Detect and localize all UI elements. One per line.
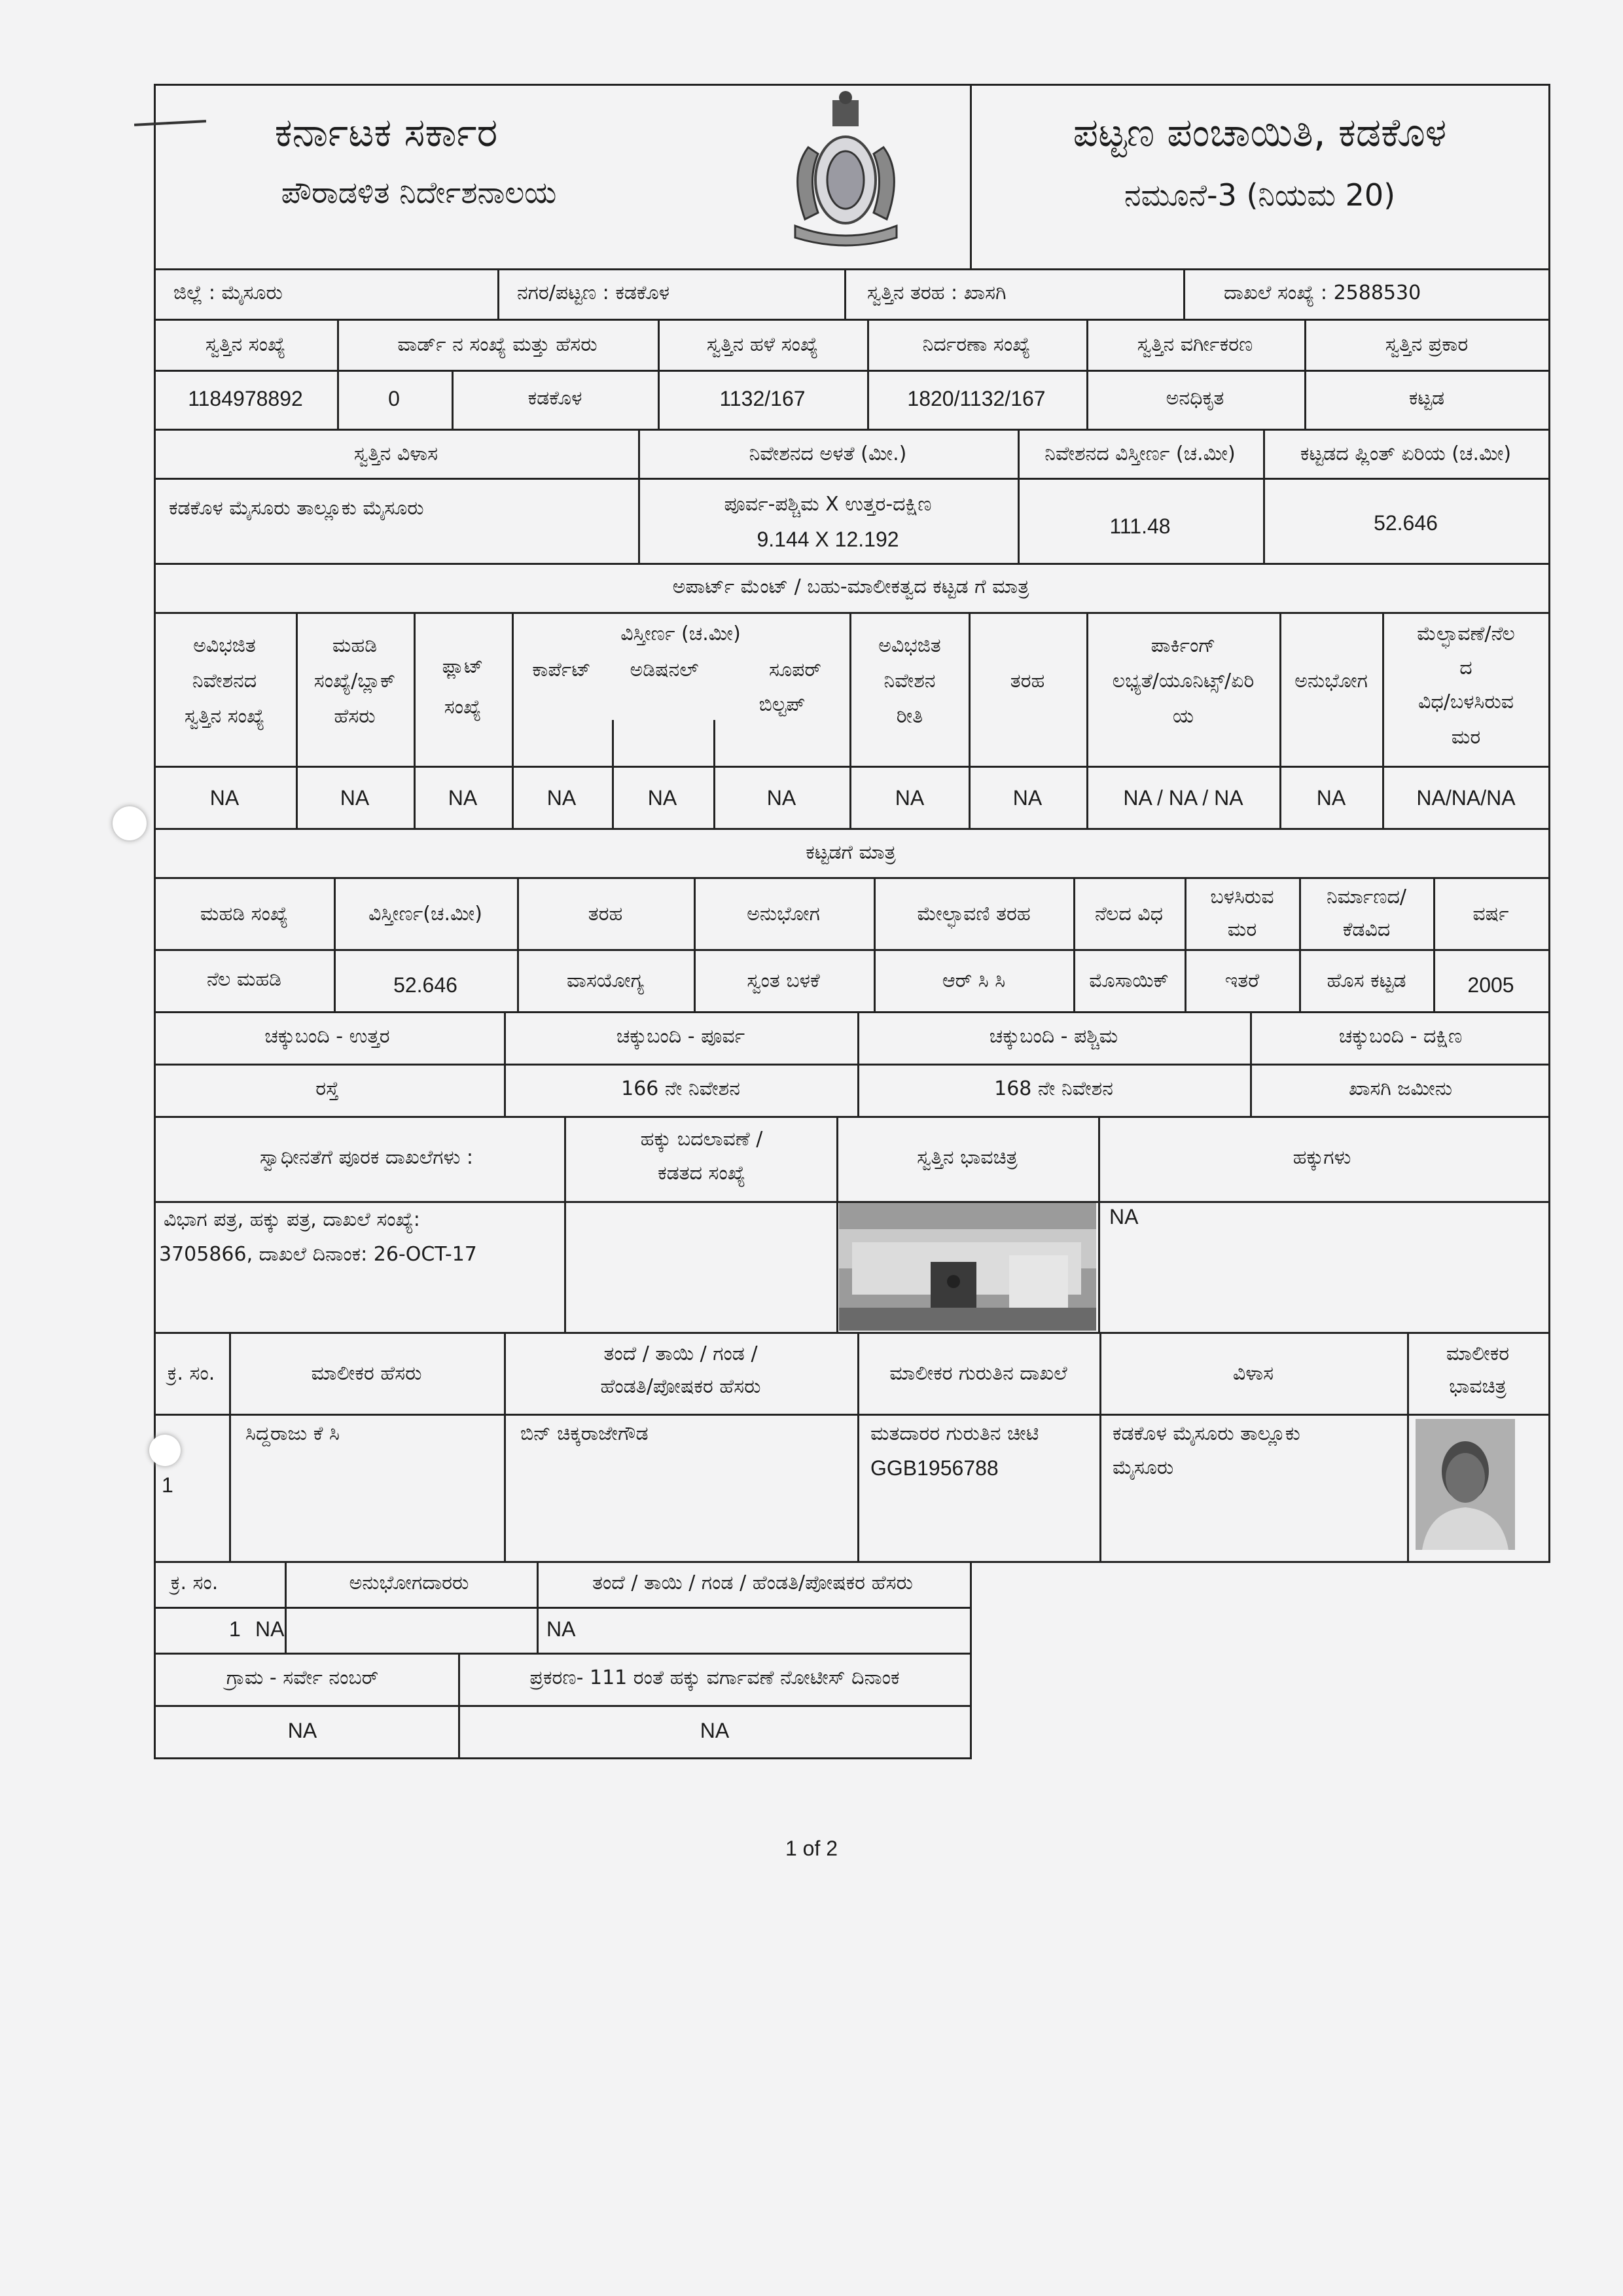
header-old-no: ಸ್ವತ್ತಿನ ಹಳೆ ಸಂಖ್ಯೆ — [706, 333, 819, 356]
apt-value: NA — [647, 786, 677, 810]
h-wood-1: ಬಳಸಿರುವ — [1210, 886, 1274, 908]
h-flat-2: ಸಂಖ್ಯೆ — [444, 696, 482, 719]
header-classification: ಸ್ವತ್ತಿನ ವರ್ಗೀಕರಣ — [1137, 333, 1253, 356]
apt-value: NA — [1316, 786, 1346, 810]
h-construction-2: ಕೆಡವಿದ — [1342, 918, 1391, 941]
h-wood-2: ಮರ — [1227, 918, 1257, 941]
usage-value: ಸ್ವಂತ ಬಳಕೆ — [747, 969, 820, 992]
h-building-area: ವಿಸ್ತೀರ್ಣ(ಚ.ಮೀ) — [368, 903, 483, 925]
h-undivided-2: ನಿವೇಶನದ — [192, 670, 257, 692]
wood-value: ಇತರೆ — [1224, 969, 1260, 992]
h-undivided-site-1: ಅವಿಭಜಿತ — [878, 634, 941, 657]
punch-hole — [113, 806, 147, 840]
h-roof-2: ದ — [1459, 656, 1472, 679]
boundary-west: 168 ನೇ ನಿವೇಶನ — [994, 1077, 1113, 1100]
plinth-area-value: 52.646 — [1374, 511, 1438, 535]
h-construction-1: ನಿರ್ಮಾಣದ/ — [1326, 886, 1407, 908]
owner-relation: ಬಿನ್ ಚಿಕ್ಕರಾಜೇಗೌಡ — [520, 1422, 649, 1445]
notice-date-value: NA — [700, 1719, 730, 1742]
kind-value: ವಾಸಯೋಗ್ಯ — [566, 969, 645, 992]
h-transfer-1: ಹಕ್ಕು ಬದಲಾವಣೆ / — [640, 1128, 763, 1151]
h-kind: ತರಹ — [1010, 670, 1045, 692]
header-dimension: ನಿವೇಶನದ ಅಳತೆ (ಮೀ.) — [749, 442, 907, 465]
h-flat-1: ಫ್ಲಾಟ್ — [442, 655, 484, 678]
h-owner-id: ಮಾಲೀಕರ ಗುರುತಿನ ದಾಖಲೆ — [889, 1362, 1067, 1385]
roof-value: ಆರ್ ಸಿ ಸಿ — [942, 969, 1006, 992]
owner-address-1: ಕಡಕೊಳ ಮೈಸೂರು ತಾಲ್ಲೂಕು — [1113, 1422, 1300, 1445]
h-roof-1: ಮೆಲ್ಛಾವಣೆ/ನೆಲ — [1417, 622, 1515, 645]
h-transfer-2: ಕಡತದ ಸಂಖ್ಯೆ — [658, 1162, 745, 1185]
header-site-area: ನಿವೇಶನದ ವಿಸ್ತೀರ್ಣ (ಚ.ಮೀ) — [1044, 442, 1236, 465]
document-line-2: 3705866, ದಾಖಲೆ ದಿನಾಂಕ: 26-OCT-17 — [159, 1243, 477, 1266]
h-parking-2: ಲಭ್ಯತೆ/ಯೂನಿಟ್ಸ್/ಏರಿ — [1112, 670, 1255, 692]
h-rights: ಹಕ್ಕುಗಳು — [1293, 1146, 1351, 1169]
property-number: 1184978892 — [188, 387, 303, 410]
header-property-no: ಸ್ವತ್ತಿನ ಸಂಖ್ಯೆ — [205, 333, 286, 356]
h-owner-sl: ಕ್ರ. ಸಂ. — [167, 1362, 215, 1385]
type-value: ಕಟ್ಟಡ — [1408, 387, 1445, 410]
gov-title: ಕರ್ನಾಟಕ ಸರ್ಕಾರ — [274, 110, 498, 156]
panchayat-name: ಪಟ್ಟಣ ಪಂಚಾಯಿತಿ, ಕಡಕೊಳ — [1073, 110, 1447, 156]
form-number: ನಮೂನೆ-3 (ನಿಯಮ 20) — [1124, 177, 1396, 213]
owner-id-number: GGB1956788 — [870, 1456, 999, 1480]
occupant-relation: NA — [546, 1617, 576, 1641]
h-undivided-site-3: ರೀತಿ — [896, 705, 923, 728]
h-roof-kind: ಮೇಲ್ಛಾವಣಿ ತರಹ — [917, 903, 1031, 925]
h-undivided-site-2: ನಿವೇಶನ — [883, 670, 936, 692]
h-carpet: ಕಾರ್ಪೆಟ್ — [532, 658, 591, 681]
old-number: 1132/167 — [719, 387, 806, 410]
page-number: 1 of 2 — [785, 1837, 838, 1860]
dimension-label: ಪೂರ್ವ-ಪಶ್ಚಿಮ X ಉತ್ತರ-ದಕ್ಷಿಣ — [724, 493, 932, 516]
header-address: ಸ್ವತ್ತಿನ ವಿಳಾಸ — [353, 442, 438, 465]
h-owner-name: ಮಾಲೀಕರ ಹೆಸರು — [311, 1362, 422, 1385]
building-title: ಕಟ್ಟಡಗೆ ಮಾತ್ರ — [806, 841, 896, 864]
apt-value: NA/NA/NA — [1416, 786, 1516, 810]
boundary-south: ಖಾಸಗಿ ಜಮೀನು — [1348, 1077, 1453, 1100]
h-occupant-relation: ತಂದೆ / ತಾಯಿ / ಗಂಡ / ಹೆಂಡತಿ/ಪೋಷಕರ ಹೆಸರು — [592, 1571, 913, 1594]
h-property-photo: ಸ್ವತ್ತಿನ ಭಾವಚಿತ್ರ — [917, 1146, 1018, 1169]
owner-sl: 1 — [162, 1473, 173, 1497]
floor-value: ನೆಲ ಮಹಡಿ — [206, 968, 282, 991]
village-survey-value: NA — [287, 1719, 317, 1742]
owner-photo — [1416, 1419, 1515, 1550]
apartment-title: ಅಪಾರ್ಟ್ ಮೆಂಟ್ / ಬಹು-ಮಾಲೀಕತ್ವದ ಕಟ್ಟಡ ಗೆ ಮಾತ್ರ — [672, 575, 1029, 598]
occupant-name: NA — [255, 1617, 285, 1641]
h-year: ವರ್ಷ — [1472, 903, 1509, 925]
apt-value: NA / NA / NA — [1123, 786, 1243, 810]
header-ward: ವಾರ್ಡ್ ನ ಸಂಖ್ಯೆ ಮತ್ತು ಹೆಸರು — [397, 333, 597, 356]
h-occupant-name: ಅನುಭೋಗದಾರರು — [349, 1571, 469, 1594]
apt-value: NA — [895, 786, 925, 810]
header-type: ಸ್ವತ್ತಿನ ಪ್ರಕಾರ — [1385, 333, 1469, 356]
occupant-sl: 1 — [229, 1617, 241, 1641]
h-additional: ಅಡಿಷನಲ್ — [630, 658, 699, 681]
h-notice-date: ಪ್ರಕರಣ- 111 ರಂತೆ ಹಕ್ಕು ವರ್ಗಾವಣೆ ನೋಟೀಸ್ ದಿನಾಂಕ — [529, 1666, 900, 1689]
h-undivided-3: ಸ್ವತ್ತಿನ ಸಂಖ್ಯೆ — [184, 705, 265, 728]
apt-value: NA — [1012, 786, 1043, 810]
h-super-2: ಬಿಲ್ಟಪ್ — [758, 693, 806, 716]
directorate: ಪೌರಾಡಳಿತ ನಿರ್ದೇಶನಾಲಯ — [281, 175, 557, 210]
record-number: ದಾಖಲೆ ಸಂಖ್ಯೆ : 2588530 — [1224, 281, 1421, 304]
h-building-kind: ತರಹ — [588, 903, 623, 925]
punch-hole — [149, 1435, 181, 1466]
ward-number: 0 — [388, 387, 400, 410]
h-relation-2: ಹೆಂಡತಿ/ಪೋಷಕರ ಹೆಸರು — [600, 1375, 761, 1398]
year-value: 2005 — [1467, 973, 1514, 997]
state-emblem — [769, 88, 923, 252]
property-kind: ಸ್ವತ್ತಿನ ತರಹ : ಖಾಸಗಿ — [867, 281, 1007, 304]
boundary-east: 166 ನೇ ನಿವೇಶನ — [621, 1077, 740, 1100]
h-usage: ಅನುಭೋಗ — [1294, 670, 1368, 692]
h-boundary-east: ಚಕ್ಕುಬಂದಿ - ಪೂರ್ವ — [616, 1025, 745, 1048]
classification-value: ಅನಧಿಕೃತ — [1166, 387, 1224, 410]
owner-name: ಸಿದ್ದರಾಜು ಕೆ ಸಿ — [245, 1422, 340, 1445]
h-occupant-sl: ಕ್ರ. ಸಂ. — [170, 1571, 219, 1594]
apt-value: NA — [766, 786, 796, 810]
boundary-north: ರಸ್ತೆ — [315, 1077, 339, 1100]
h-owner-photo-1: ಮಾಲೀಕರ — [1446, 1342, 1510, 1365]
h-floor-3: ಹೆಸರು — [334, 705, 376, 728]
h-relation-1: ತಂದೆ / ತಾಯಿ / ಗಂಡ / — [603, 1342, 758, 1365]
h-building-usage: ಅನುಭೋಗ — [747, 903, 820, 925]
ward-name: ಕಡಕೊಳ — [527, 387, 582, 410]
h-roof-3: ವಿಧ/ಬಳಸಿರುವ — [1418, 691, 1514, 713]
floor-type-value: ಮೊಸಾಯಿಕ್ — [1089, 969, 1169, 992]
address-value: ಕಡಕೊಳ ಮೈಸೂರು ತಾಲ್ಲೂಕು ಮೈಸೂರು — [169, 497, 424, 520]
h-floor-1: ಮಹಡಿ — [332, 634, 378, 657]
h-boundary-west: ಚಕ್ಕುಬಂದಿ - ಪಶ್ಚಿಮ — [989, 1025, 1118, 1048]
document-line-1: ವಿಭಾಗ ಪತ್ರ, ಹಕ್ಕು ಪತ್ರ, ದಾಖಲೆ ಸಂಖ್ಯೆ: — [164, 1208, 420, 1231]
owner-id-type: ಮತದಾರರ ಗುರುತಿನ ಚೀಟಿ — [870, 1422, 1039, 1445]
assessment-number: 1820/1132/167 — [907, 387, 1046, 410]
apt-value: NA — [209, 786, 240, 810]
h-owner-photo-2: ಭಾವಚಿತ್ರ — [1449, 1375, 1507, 1398]
h-floor-kind: ನೆಲದ ವಿಧ — [1094, 903, 1164, 925]
h-parking-1: ಪಾರ್ಕಿಂಗ್ — [1150, 634, 1216, 657]
h-area: ವಿಸ್ತೀರ್ಣ (ಚ.ಮೀ) — [620, 622, 741, 645]
header-plinth-area: ಕಟ್ಟಡದ ಪ್ಲಿಂತ್ ಏರಿಯ (ಚ.ಮೀ) — [1300, 442, 1512, 465]
construction-value: ಹೊಸ ಕಟ್ಟಡ — [1327, 969, 1406, 992]
town: ನಗರ/ಪಟ್ಟಣ : ಕಡಕೊಳ — [517, 281, 670, 304]
owner-address-2: ಮೈಸೂರು — [1113, 1456, 1174, 1479]
property-photo — [839, 1203, 1096, 1331]
h-floor-2: ಸಂಖ್ಯೆ/ಬ್ಲಾಕ್ — [313, 670, 396, 692]
apt-value: NA — [340, 786, 370, 810]
h-roof-4: ಮರ — [1451, 726, 1481, 749]
pen-mark — [134, 120, 206, 126]
dimension-value: 9.144 X 12.192 — [757, 528, 899, 551]
district: ಜಿಲ್ಲೆ : ಮೈಸೂರು — [173, 281, 283, 304]
rights-value: NA — [1109, 1205, 1139, 1229]
apt-value: NA — [448, 786, 478, 810]
h-documents: ಸ್ವಾಧೀನತೆಗೆ ಪೂರಕ ದಾಖಲೆಗಳು : — [259, 1146, 474, 1169]
h-parking-3: ಯ — [1172, 705, 1194, 728]
h-super-1: ಸೂಪರ್ — [769, 658, 821, 681]
h-boundary-north: ಚಕ್ಕುಬಂದಿ - ಉತ್ತರ — [264, 1025, 390, 1048]
header-assessment-no: ನಿರ್ದರಣಾ ಸಂಖ್ಯೆ — [922, 333, 1031, 356]
apt-value: NA — [546, 786, 577, 810]
site-area-value: 111.48 — [1109, 514, 1171, 538]
h-floor-no: ಮಹಡಿ ಸಂಖ್ಯೆ — [200, 903, 289, 925]
h-owner-address: ವಿಳಾಸ — [1232, 1362, 1274, 1385]
h-boundary-south: ಚಕ್ಕುಬಂದಿ - ದಕ್ಷಿಣ — [1338, 1025, 1463, 1048]
h-village-survey: ಗ್ರಾಮ - ಸರ್ವೇ ನಂಬರ್ — [226, 1666, 379, 1689]
h-undivided-1: ಅವಿಭಜಿತ — [193, 634, 256, 657]
area-value: 52.646 — [393, 973, 457, 997]
